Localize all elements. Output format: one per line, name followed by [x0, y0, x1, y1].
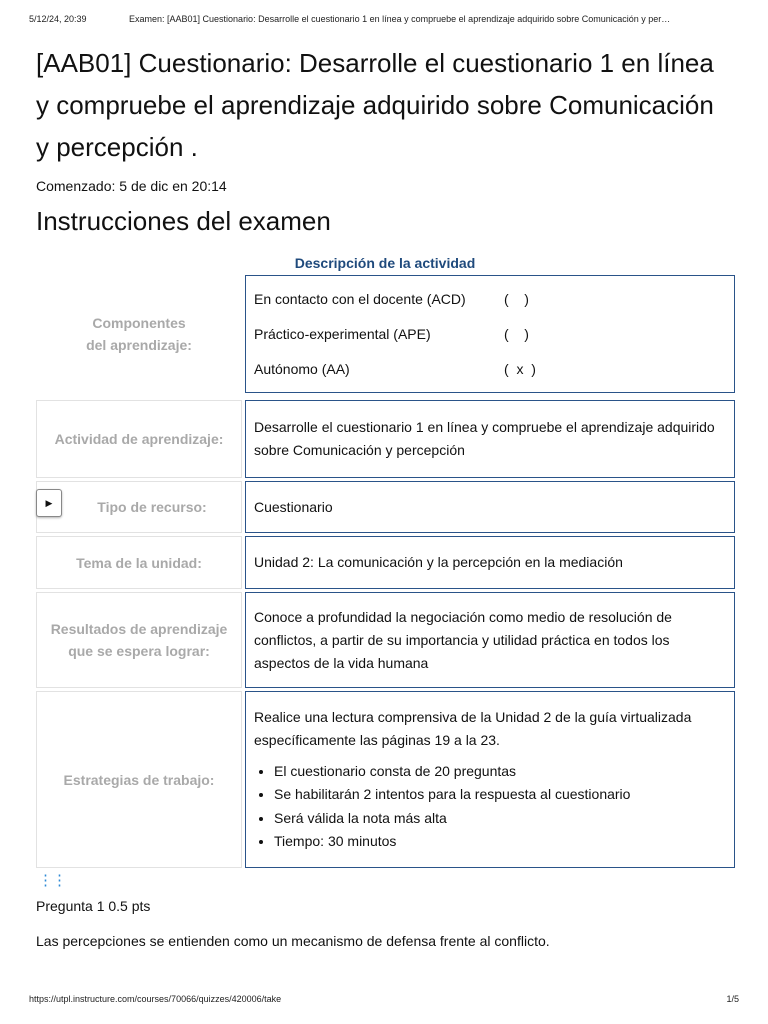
- component-item: [254, 282, 722, 317]
- component-name: Autónomo (AA): [254, 360, 350, 377]
- strategies-value: [245, 691, 735, 868]
- list-item: • Tiempo: 30 minutos: [274, 830, 722, 854]
- strategies-intro: Realice una lectura comprensiva de la Unidad 2 de la guía virtualizada específicamente las páginas 19 a la 23.: [254, 708, 692, 748]
- unit-value: Unidad 2: La comunicación y la percepción en la mediación: [245, 536, 735, 589]
- strategies-list: [254, 760, 722, 854]
- drag-handle-icon[interactable]: ⋮⋮: [38, 872, 66, 889]
- strategies-label: Estrategias de trabajo:: [36, 691, 242, 868]
- component-mark: ( x ): [504, 360, 536, 377]
- question-header: Pregunta 1 0.5 pts: [36, 898, 151, 914]
- list-item: • Se habilitarán 2 intentos para la respuesta al cuestionario: [274, 783, 722, 807]
- component-item: [254, 317, 722, 352]
- list-item: • Será válida la nota más alta: [274, 807, 722, 831]
- components-row: [36, 275, 735, 393]
- components-label: Componentes del aprendizaje:: [86, 315, 192, 353]
- activity-value: Desarrolle el cuestionario 1 en línea y compruebe el aprendizaje adquirido sobre Comunicación y percepción: [245, 400, 735, 478]
- resource-label-text: Tipo de recurso:: [97, 499, 207, 515]
- results-value: Conoce a profundidad la negociación como medio de resolución de conflictos, a partir de su importancia y utilidad práctica en todos los aspectos de la vida humana: [245, 592, 735, 688]
- print-footer-url: https://utpl.instructure.com/courses/70066/quizzes/420006/take: [29, 994, 282, 1004]
- component-mark: ( ): [504, 290, 529, 307]
- list-item: • El cuestionario consta de 20 preguntas: [274, 760, 722, 784]
- print-page-number: 1/5: [726, 994, 739, 1004]
- activity-row: [36, 400, 735, 478]
- component-mark: ( ): [504, 325, 529, 342]
- print-header: [29, 14, 739, 24]
- instructions-heading: Instrucciones del examen: [36, 206, 331, 236]
- resource-value: Cuestionario: [245, 481, 735, 533]
- quiz-title: [AAB01] Cuestionario: Desarrolle el cuestionario 1 en línea y compruebe el aprendizaje adquirido sobre Comunicación y percepción .: [36, 48, 714, 162]
- unit-label: Tema de la unidad:: [36, 536, 242, 589]
- play-icon: ▶: [45, 497, 53, 508]
- activity-label: Actividad de aprendizaje:: [36, 400, 242, 478]
- component-item: [254, 352, 722, 387]
- results-row: [36, 592, 735, 688]
- activity-description-heading: Descripción de la actividad: [294, 255, 476, 271]
- play-button[interactable]: [36, 489, 62, 517]
- resource-label: [36, 481, 242, 533]
- question-text: Las percepciones se entienden como un mecanismo de defensa frente al conflicto.: [36, 933, 550, 949]
- unit-row: [36, 536, 735, 589]
- print-datetime: 5/12/24, 20:39: [29, 14, 87, 24]
- results-label: Resultados de aprendizaje que se espera lograr:: [36, 592, 242, 688]
- component-name: Práctico-experimental (APE): [254, 325, 431, 342]
- strategies-row: [36, 691, 735, 868]
- started-timestamp: Comenzado: 5 de dic en 20:14: [36, 178, 227, 194]
- print-page-title: Examen: [AAB01] Cuestionario: Desarrolle el cuestionario 1 en línea y compruebe el aprendizaje adquirido sobre Comunicación y per…: [129, 14, 671, 24]
- components-value: [245, 275, 735, 393]
- component-name: En contacto con el docente (ACD): [254, 290, 466, 307]
- resource-row: [36, 481, 735, 533]
